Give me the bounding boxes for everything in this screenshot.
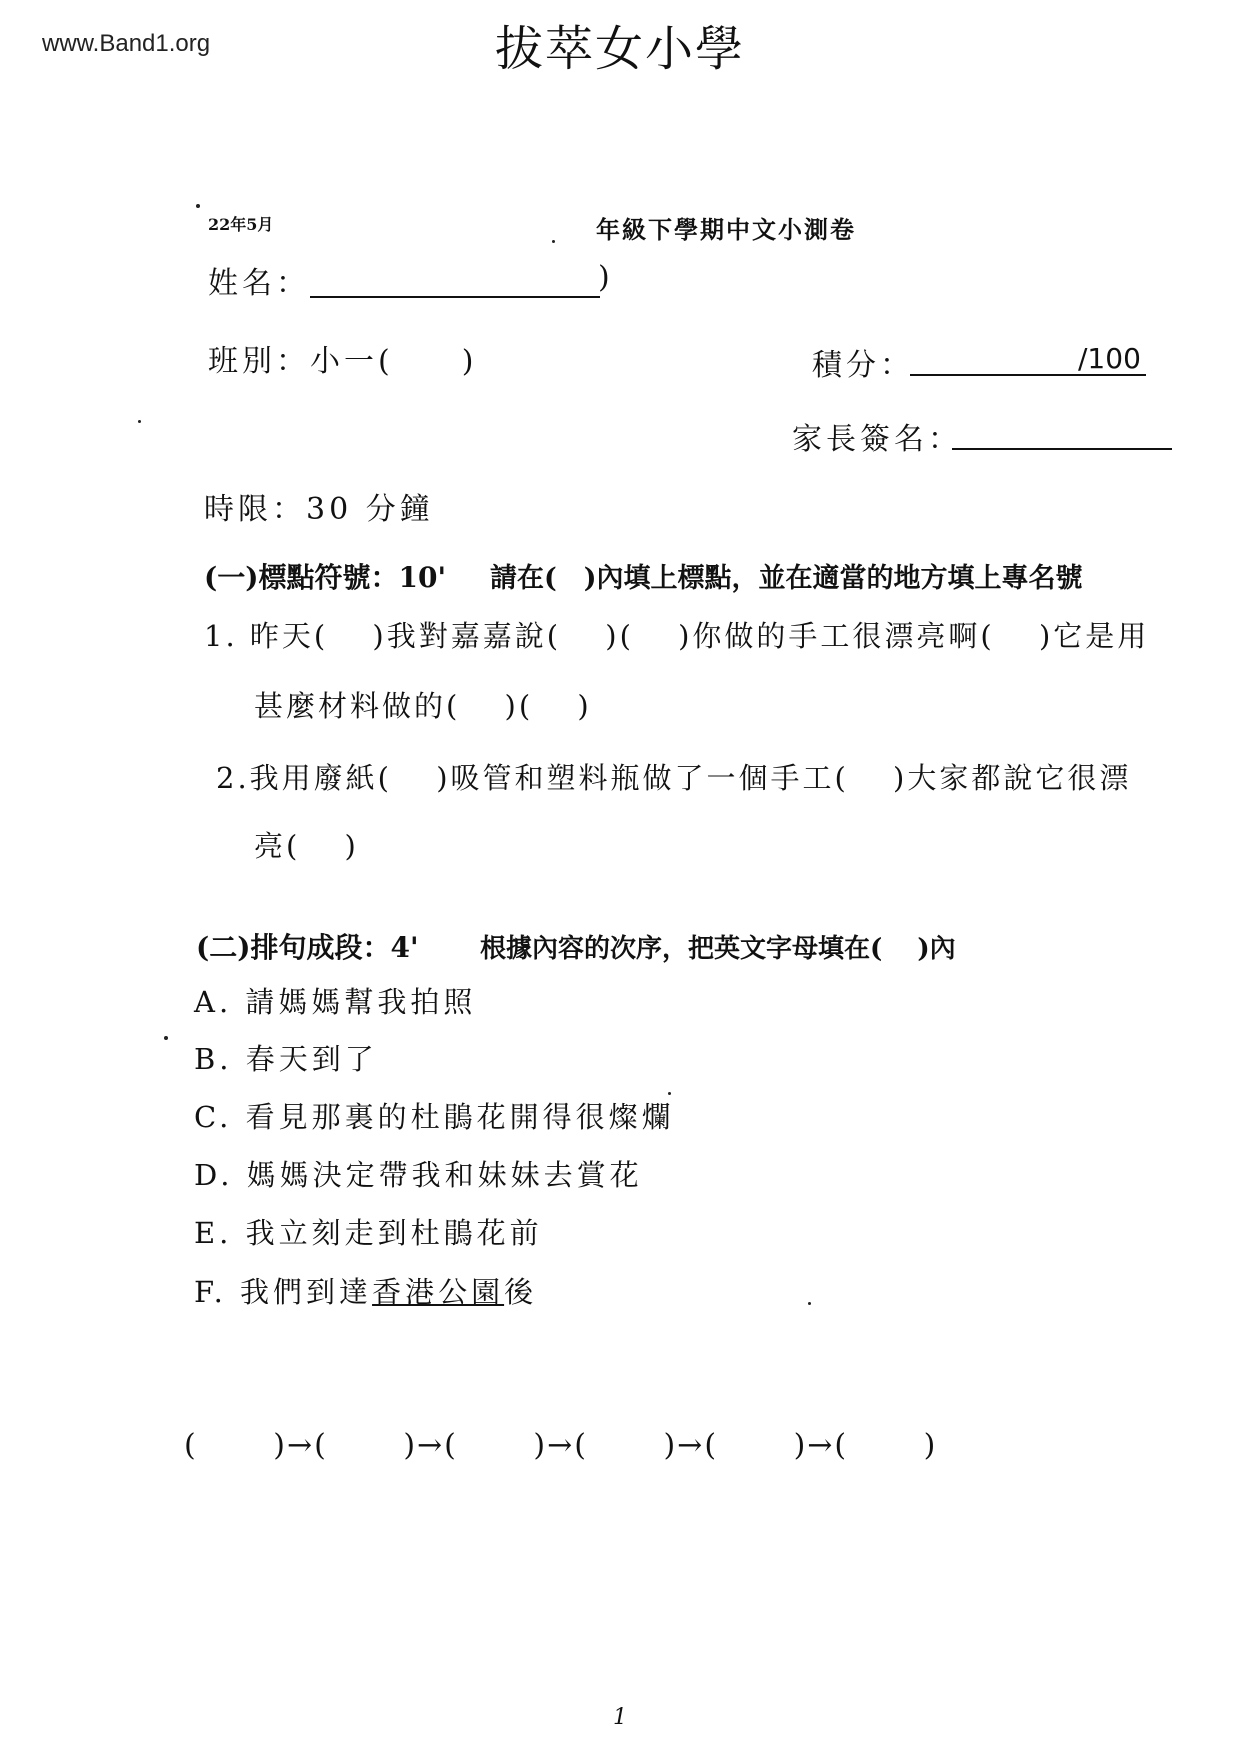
- option-text-after: 後: [504, 1275, 538, 1309]
- scan-speck: [164, 1036, 168, 1040]
- name-label: 姓名：: [208, 266, 310, 301]
- option-letter: F.: [194, 1275, 227, 1309]
- proper-noun-underline: 香港公園: [372, 1275, 505, 1309]
- scan-speck: [552, 240, 555, 243]
- option-letter: B.: [194, 1042, 233, 1076]
- option-letter: A.: [194, 985, 233, 1019]
- option-f: [194, 1270, 537, 1311]
- scan-speck: [138, 420, 141, 423]
- scan-speck: [668, 1092, 671, 1095]
- scan-speck: [196, 204, 200, 208]
- option-a: [194, 980, 476, 1021]
- option-letter: C.: [194, 1100, 233, 1134]
- section2-instruction: 根據內容的次序，把英文字母填在( )內: [480, 934, 956, 964]
- school-name: 拔萃女小學: [494, 21, 745, 77]
- q2-line1: 2.我用廢紙( )吸管和塑料瓶做了一個手工( )大家都說它很漂: [216, 761, 1132, 795]
- option-text: 媽媽決定帶我和妹妹去賞花: [246, 1158, 643, 1192]
- option-letter: D.: [194, 1158, 234, 1192]
- option-text: 我立刻走到杜鵑花前: [245, 1216, 543, 1250]
- score-total: /100: [1078, 342, 1141, 375]
- q1-line2: 甚麼材料做的( )( ): [254, 689, 592, 723]
- section1-heading: (一)標點符號：10': [204, 561, 447, 594]
- option-text: 春天到了: [245, 1042, 378, 1076]
- time-limit: 時限：30 分鐘: [204, 492, 434, 527]
- exam-date: 22年5月: [208, 215, 274, 234]
- website-url: www.Band1.org: [42, 30, 211, 57]
- option-b: [194, 1037, 378, 1078]
- option-c: [194, 1095, 675, 1136]
- paper-title: 年級下學期中文小測卷: [596, 215, 856, 244]
- section1-instruction: 請在( )內填上標點，並在適當的地方填上專名號: [490, 563, 1083, 594]
- parent-sign-line[interactable]: [952, 448, 1172, 450]
- name-paren: ): [598, 260, 614, 295]
- option-d: [194, 1153, 643, 1194]
- score-label: 積分：: [812, 348, 914, 383]
- option-letter: E.: [194, 1216, 233, 1250]
- scan-speck: [808, 1302, 811, 1305]
- answer-sequence[interactable]: ( )→( )→( )→( )→( )→( ): [184, 1428, 938, 1463]
- option-text: 請媽媽幫我拍照: [245, 985, 477, 1019]
- option-text-before: 我們到達: [240, 1275, 373, 1309]
- page-number: 1: [613, 1705, 627, 1730]
- q2-line2: 亮( ): [254, 829, 359, 863]
- option-e: [194, 1211, 543, 1252]
- q1-line1: 1. 昨天( )我對嘉嘉說( )( )你做的手工很漂亮啊( )它是用: [204, 619, 1150, 653]
- class-label: 班別：小一( ): [208, 344, 478, 379]
- section2-heading: (二)排句成段：4': [196, 931, 419, 964]
- name-line[interactable]: [310, 296, 600, 298]
- option-text: 看見那裏的杜鵑花開得很燦爛: [245, 1100, 675, 1134]
- parent-sign-label: 家長簽名：: [792, 422, 962, 457]
